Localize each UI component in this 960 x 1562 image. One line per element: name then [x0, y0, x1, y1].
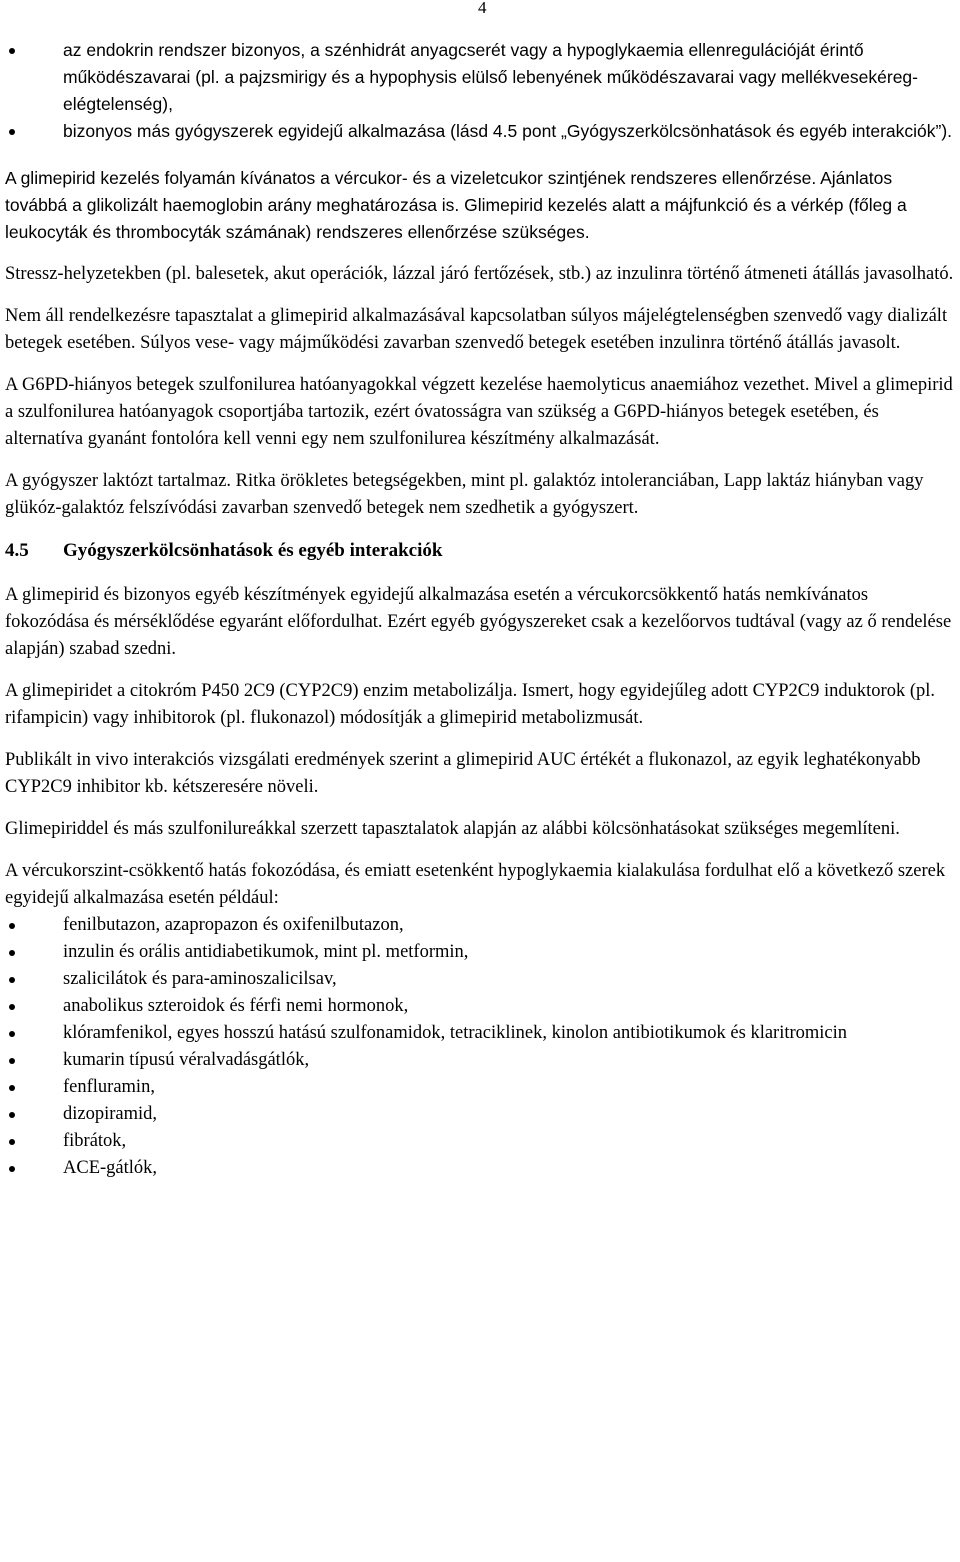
- list-item-text: fenfluramin,: [63, 1077, 155, 1097]
- paragraph: Glimepiriddel és más szulfonilureákkal szerzett tapasztalatok alapján az alábbi kölcsönhatásokat szükséges megemlíteni.: [5, 819, 900, 839]
- bullet-icon: [9, 1166, 15, 1172]
- bullet-icon: [9, 1112, 15, 1118]
- bullet-icon: [9, 129, 15, 135]
- list-item-text: szalicilátok és para-aminoszalicilsav,: [63, 969, 337, 989]
- section-title: Gyógyszerkölcsönhatások és egyéb interakciók: [63, 540, 443, 561]
- list-item: [5, 37, 955, 118]
- section-heading: [5, 537, 955, 564]
- bullet-icon: [9, 1031, 15, 1037]
- list-item-text: kumarin típusú véralvadásgátlók,: [63, 1050, 310, 1070]
- list-item: [5, 912, 955, 939]
- list-item: [5, 1047, 955, 1074]
- paragraph: A glimepirid és bizonyos egyéb készítmények egyidejű alkalmazása esetén a vércukorcsökkentő hatás nemkívánatos fokozódása és mérséklődése egyaránt előfordulhat. Ezért egyéb gyógyszereket csak a kezelőorvos tudtával (vagy az ő rendelése alapján) szabad szedni.: [5, 585, 952, 659]
- list-item: [5, 1020, 955, 1047]
- list-item: [5, 939, 955, 966]
- list-item: [5, 1155, 955, 1182]
- page-number: 4: [478, 0, 487, 17]
- list-item: [5, 1101, 955, 1128]
- list-item-text: inzulin és orális antidiabetikumok, mint pl. metformin,: [63, 942, 469, 962]
- page-content: [5, 37, 955, 1182]
- bullet-icon: [9, 48, 15, 54]
- bullet-icon: [9, 1085, 15, 1091]
- list-item-text: dizopiramid,: [63, 1104, 158, 1124]
- section-number: 4.5: [5, 540, 29, 561]
- bullet-icon: [9, 1058, 15, 1064]
- paragraph: Stressz-helyzetekben (pl. balesetek, akut operációk, lázzal járó fertőzések, stb.) az inzulinra történő átmeneti átállás javasolható.: [5, 264, 954, 284]
- list-item: [5, 966, 955, 993]
- list-item-text: anabolikus szteroidok és férfi nemi hormonok,: [63, 996, 409, 1016]
- list-item-text: bizonyos más gyógyszerek egyidejű alkalmazása (lásd 4.5 pont „Gyógyszerkölcsönhatások és egyéb interakciók”).: [63, 121, 953, 141]
- bullet-icon: [9, 1139, 15, 1145]
- top-bullet-list: [5, 37, 955, 145]
- bullet-icon: [9, 923, 15, 929]
- list-item-text: ACE-gátlók,: [63, 1158, 158, 1178]
- paragraph: A G6PD-hiányos betegek szulfonilurea hatóanyagokkal végzett kezelése haemolyticus anaemiához vezethet. Mivel a glimepirid a szulfonilurea hatóanyagok csoportjába tartozik, ezért óvatosságra van szükség a G6PD-hiányos betegek esetében, és alternatíva gyanánt fontolóra kell venni egy nem szulfonilurea készítmény alkalmazását.: [5, 375, 953, 449]
- bullet-icon: [9, 1004, 15, 1010]
- paragraph: A gyógyszer laktózt tartalmaz. Ritka örökletes betegségekben, mint pl. galaktóz intoleranciában, Lapp laktáz hiányban vagy glükóz-galaktóz felszívódási zavarban szenvedő betegek nem szedhetik a gyógyszert.: [5, 471, 924, 518]
- bullet-icon: [9, 950, 15, 956]
- list-item-text: klóramfenikol, egyes hosszú hatású szulfonamidok, tetraciklinek, kinolon antibiotikumok és klaritromicin: [63, 1023, 848, 1043]
- list-item: [5, 1128, 955, 1155]
- list-item-text: fibrátok,: [63, 1131, 127, 1151]
- paragraph: A vércukorszint-csökkentő hatás fokozódása, és emiatt esetenként hypoglykaemia kialakulása fordulhat elő a következő szerek egyidejű alkalmazása esetén például:: [5, 861, 946, 908]
- list-item-text: az endokrin rendszer bizonyos, a szénhidrát anyagcserét vagy a hypoglykaemia ellenregulációját érintő működészavarai (pl. a pajzsmirigy és a hypophysis elülső lebenyének működészavarai vagy mellékvesekéreg-elégtelenség),: [63, 40, 918, 114]
- bottom-bullet-list: [5, 912, 955, 1182]
- paragraph: Nem áll rendelkezésre tapasztalat a glimepirid alkalmazásával kapcsolatban súlyos májelégtelenségben szenvedő vagy dializált betegek esetében. Súlyos vese- vagy májműködési zavarban szenvedő betegek esetében inzulinra történő átállás javasolt.: [5, 306, 948, 353]
- paragraph: Publikált in vivo interakciós vizsgálati eredmények szerint a glimepirid AUC értékét a flukonazol, az egyik leghatékonyabb CYP2C9 inhibitor kb. kétszeresére növeli.: [5, 750, 921, 797]
- list-item: [5, 118, 955, 145]
- list-item-text: fenilbutazon, azapropazon és oxifenilbutazon,: [63, 915, 404, 935]
- paragraph: A glimepirid kezelés folyamán kívánatos a vércukor- és a vizeletcukor szintjének rendszeres ellenőrzése. Ajánlatos továbbá a glikolizált haemoglobin arány meghatározása is. Glimepirid kezelés alatt a májfunkció és a vérkép (főleg a leukocyták és thrombocyták számának) rendszeres ellenőrzése szükséges.: [5, 168, 907, 242]
- list-item: [5, 993, 955, 1020]
- list-item: [5, 1074, 955, 1101]
- bullet-icon: [9, 977, 15, 983]
- paragraph: A glimepiridet a citokróm P450 2C9 (CYP2C9) enzim metabolizálja. Ismert, hogy egyidejűleg adott CYP2C9 induktorok (pl. rifampicin) vagy inhibitorok (pl. flukonazol) módosítják a glimepirid metabolizmusát.: [5, 681, 936, 728]
